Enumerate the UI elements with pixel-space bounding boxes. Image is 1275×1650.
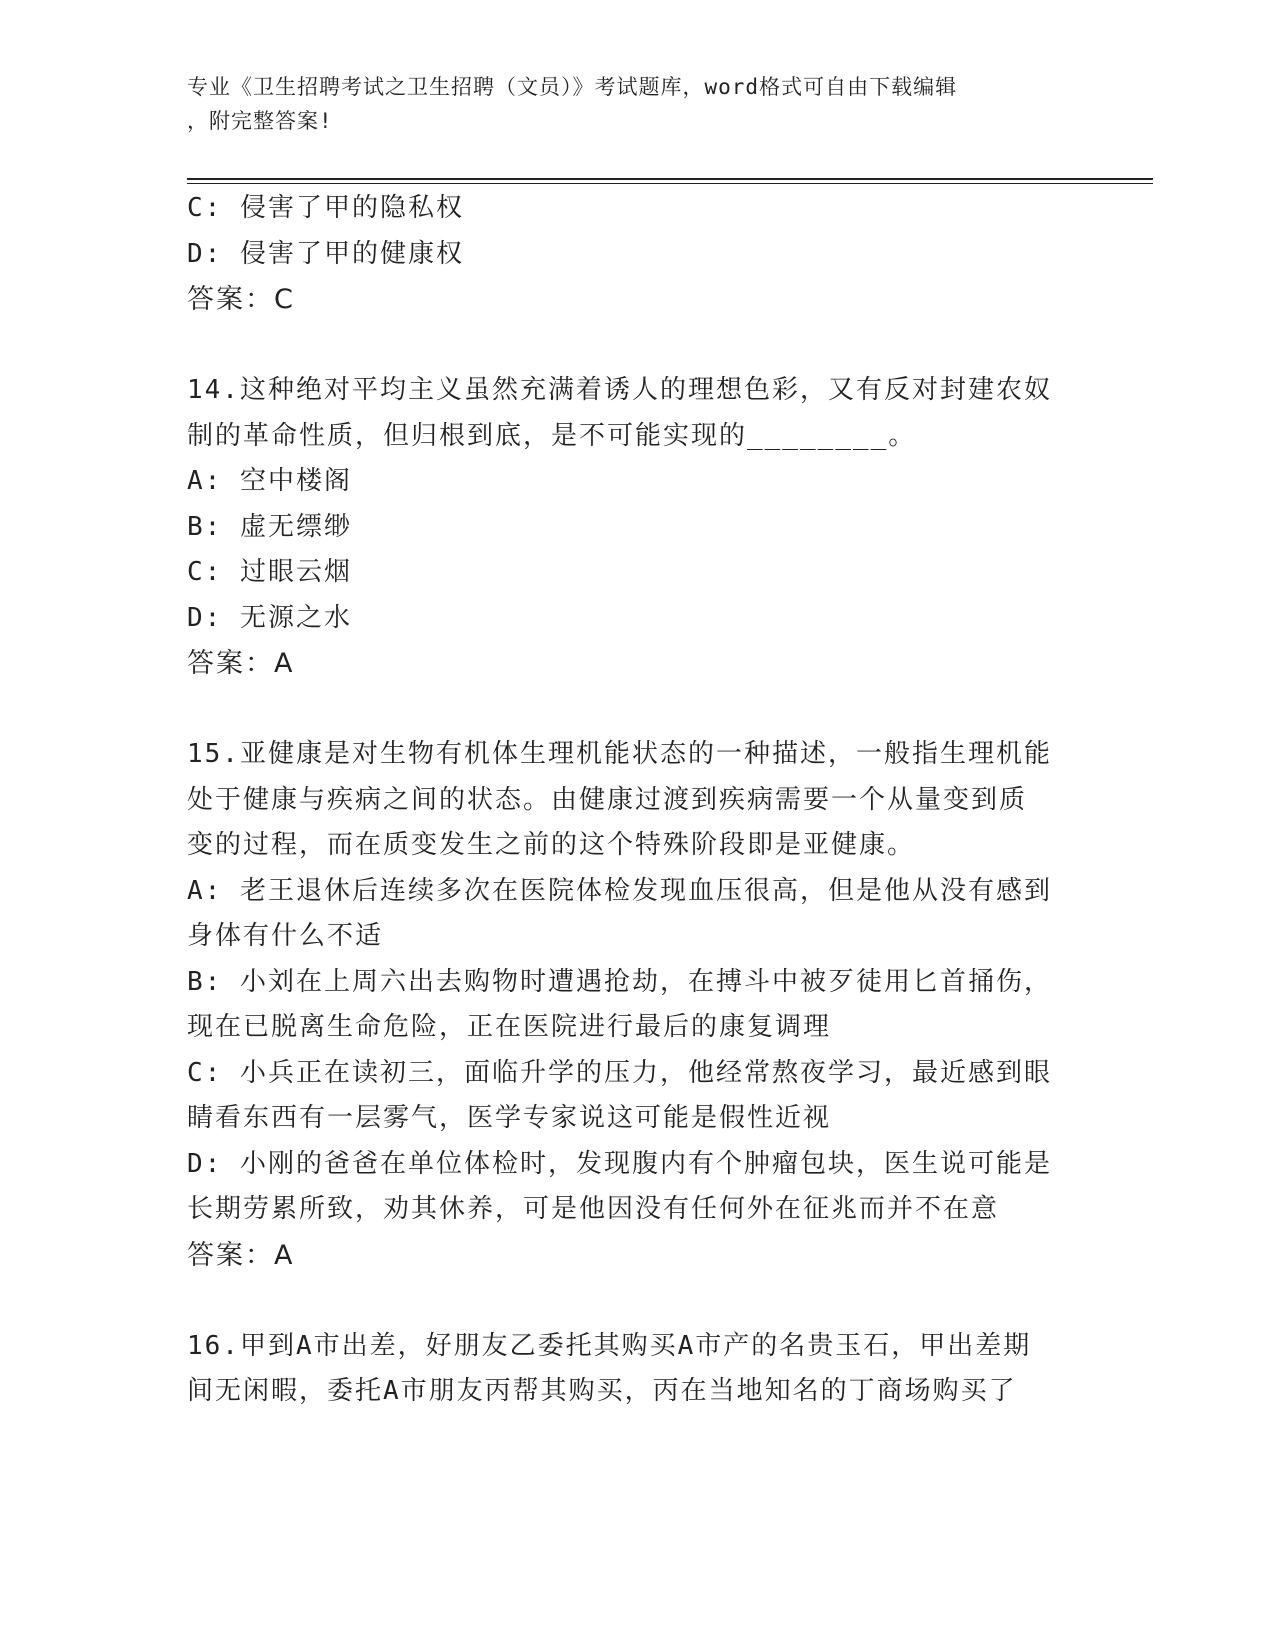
option-b-line-2: 现在已脱离生命危险，正在医院进行最后的康复调理 [187, 1012, 832, 1042]
header-divider [187, 178, 1153, 184]
question-stem-line: 15.亚健康是对生物有机体生理机能状态的一种描述，一般指生理机能 [187, 739, 1052, 769]
option-d: D: 侵害了甲的健康权 [187, 238, 464, 269]
option-d-line-2: 长期劳累所致，劝其休养，可是他因没有任何外在征兆而并不在意 [187, 1194, 1000, 1224]
question-stem-line: 间无闲暇，委托A市朋友丙帮其购买，丙在当地知名的丁商场购买了 [187, 1376, 1017, 1406]
question-14 [187, 368, 1087, 687]
header-text-line-2: ，附完整答案! [187, 109, 333, 133]
option-c: C: 侵害了甲的隐私权 [187, 193, 464, 223]
option-d-line-1: D: 小刚的爸爸在单位体检时，发现腹内有个肿瘤包块，医生说可能是 [187, 1148, 1052, 1179]
answer: 答案：A [187, 1239, 295, 1271]
option-c-line-2: 睛看东西有一层雾气，医学专家说这可能是假性近视 [187, 1103, 832, 1133]
question-stem-line: 制的革命性质，但归根到底，是不可能实现的________。 [187, 420, 917, 451]
spacer [187, 323, 1087, 369]
answer: 答案：C [187, 284, 295, 315]
option-d: D: 无源之水 [187, 602, 352, 633]
option-b-line-1: B: 小刘在上周六出去购物时遭遇抢劫，在搏斗中被歹徒用匕首捅伤， [187, 966, 1052, 997]
header-text-line-1: 专业《卫生招聘考试之卫生招聘（文员）》考试题库，word格式可自由下载编辑 [187, 75, 958, 99]
question-stem-line: 变的过程，而在质变发生之前的这个特殊阶段即是亚健康。 [187, 830, 916, 860]
answer: 答案：A [187, 648, 295, 679]
spacer [187, 1278, 1087, 1324]
question-16 [187, 1324, 1087, 1415]
option-a-line-2: 身体有什么不适 [187, 921, 384, 951]
option-a: A: 空中楼阁 [187, 466, 352, 496]
document-body [187, 186, 1087, 1415]
page-header [187, 70, 1067, 138]
option-c: C: 过眼云烟 [187, 557, 352, 587]
question-stem-line: 16.甲到A市出差，好朋友乙委托其购买A市产的名贵玉石，甲出差期 [187, 1330, 1032, 1361]
question-13-tail [187, 186, 1087, 323]
spacer [187, 687, 1087, 733]
question-stem-line: 处于健康与疾病之间的状态。由健康过渡到疾病需要一个从量变到质 [187, 784, 1028, 815]
question-stem-line: 14.这种绝对平均主义虽然充满着诱人的理想色彩，又有反对封建农奴 [187, 375, 1052, 405]
option-a-line-1: A: 老王退休后连续多次在医院体检发现血压很高，但是他从没有感到 [187, 875, 1052, 906]
option-c-line-1: C: 小兵正在读初三，面临升学的压力，他经常熬夜学习，最近感到眼 [187, 1057, 1052, 1088]
option-b: B: 虚无缥缈 [187, 511, 352, 542]
question-15 [187, 732, 1087, 1278]
